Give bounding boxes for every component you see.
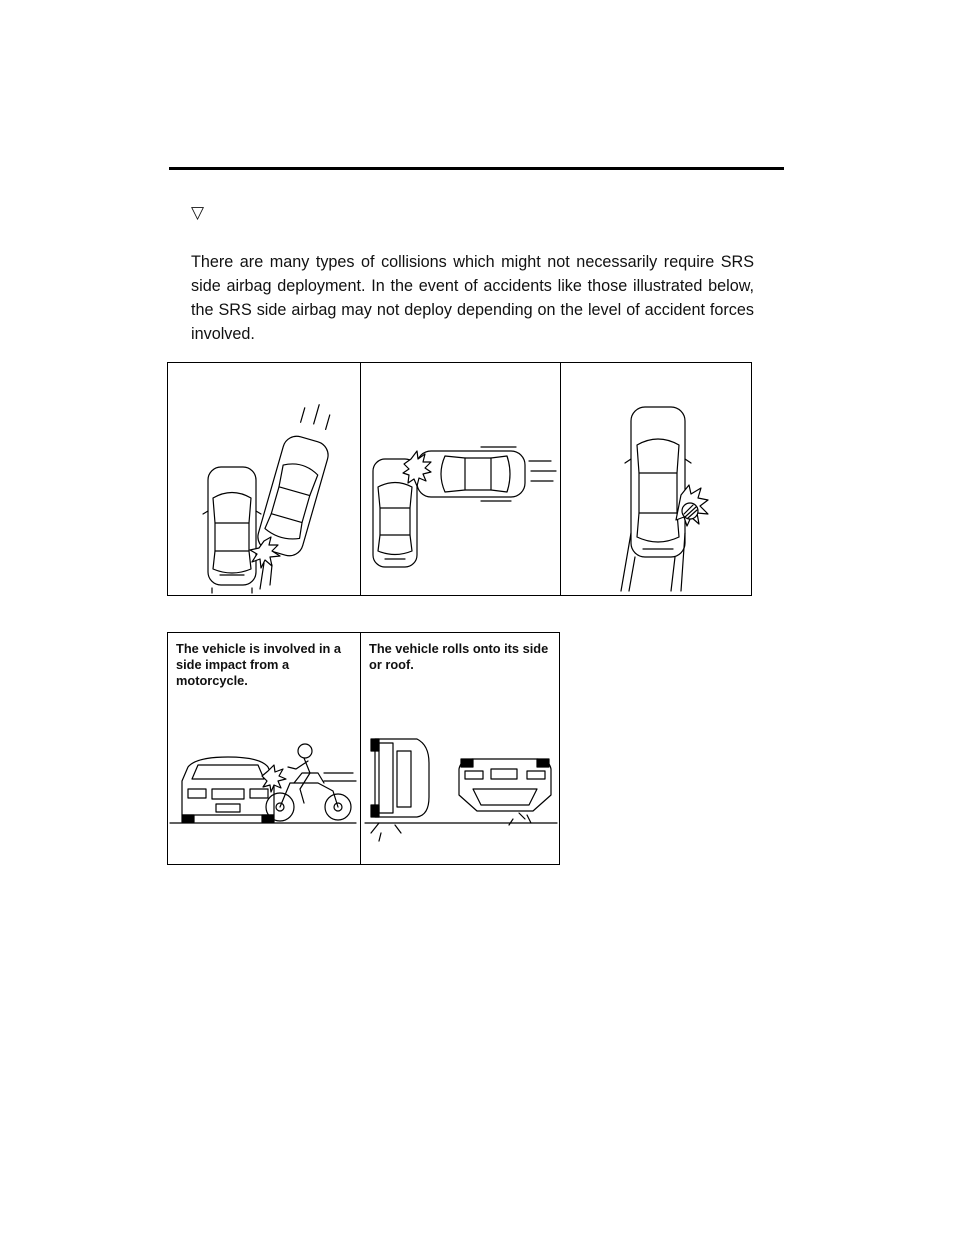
illustration-grid-bottom [167, 632, 560, 865]
car-pole-impact-icon [561, 363, 752, 595]
illustration-caption: The vehicle is involved in a side impact from a motorcycle. [176, 641, 341, 688]
car-t-bone-collision-icon [361, 363, 561, 595]
motorcycle-side-impact-icon [168, 633, 360, 864]
intro-paragraph: There are many types of collisions which might not necessarily require SRS side airbag deployment. In the event of accidents like those illustrated below, the SRS side airbag may not deploy depending on the level of accident forces involved. [191, 253, 754, 343]
vehicle-rollover-icon [361, 633, 561, 864]
car-oblique-side-collision-icon [168, 363, 360, 595]
illustration-grid-top [167, 362, 752, 596]
illustration-caption: The vehicle rolls onto its side or roof. [369, 641, 549, 672]
section-divider [169, 167, 784, 170]
illustration-cell [560, 363, 751, 595]
illustration-cell [168, 633, 360, 864]
illustration-cell [168, 363, 360, 595]
illustration-cell [360, 363, 560, 595]
illustration-cell [360, 633, 559, 864]
section-marker-icon: ▽ [191, 203, 205, 223]
